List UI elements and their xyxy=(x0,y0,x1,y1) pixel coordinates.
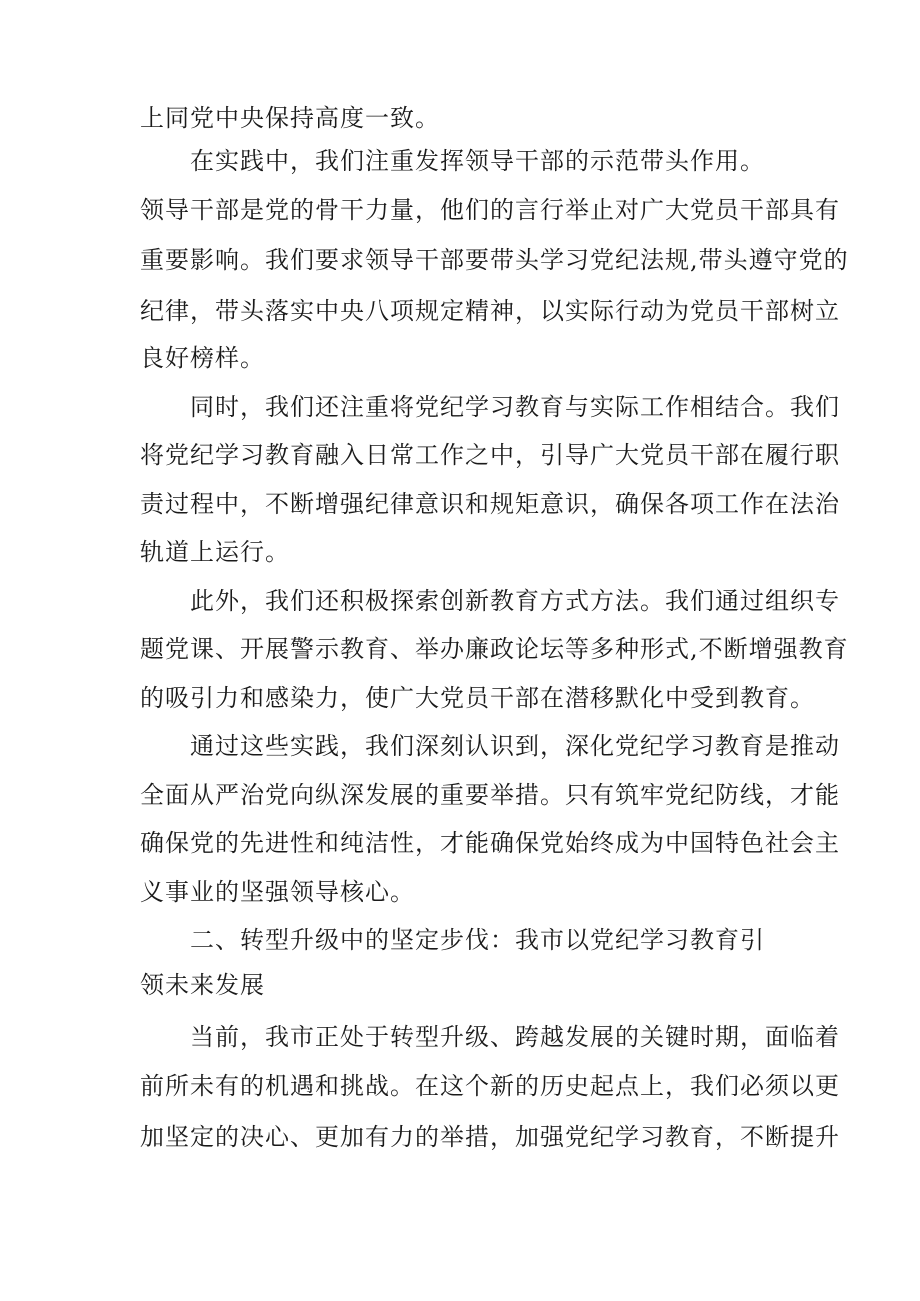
text-line: 将党纪学习教育融入日常工作之中，引导广大党员干部在履行职 xyxy=(140,441,840,469)
text-line: 确保党的先进性和纯洁性，才能确保党始终成为中国特色社会主 xyxy=(140,829,840,857)
text-line: 同时，我们还注重将党纪学习教育与实际工作相结合。我们 xyxy=(190,393,840,421)
text-line: 题党课、开展警示教育、举办廉政论坛等多种形式,不断增强教育 xyxy=(140,635,849,663)
text-line: 纪律，带头落实中央八项规定精神，以实际行动为党员干部树立 xyxy=(140,297,840,325)
text-line: 义事业的坚强领导核心。 xyxy=(140,878,415,906)
text-line: 的吸引力和感染力，使广大党员干部在潜移默化中受到教育。 xyxy=(140,684,815,712)
section-heading: 二、转型升级中的坚定步伐：我市以党纪学习教育引 xyxy=(190,926,765,954)
text-line: 上同党中央保持高度一致。 xyxy=(140,104,440,132)
text-line: 通过这些实践，我们深刻认识到，深化党纪学习教育是推动 xyxy=(190,732,840,760)
text-line: 重要影响。我们要求领导干部要带头学习党纪法规,带头遵守党的 xyxy=(140,246,849,274)
text-line: 当前，我市正处于转型升级、跨越发展的关键时期，面临着 xyxy=(190,1023,840,1051)
text-line: 良好榜样。 xyxy=(140,344,265,372)
text-line: 领导干部是党的骨干力量，他们的言行举止对广大党员干部具有 xyxy=(140,196,840,224)
text-line: 前所未有的机遇和挑战。在这个新的历史起点上，我们必须以更 xyxy=(140,1072,840,1100)
text-line: 全面从严治党向纵深发展的重要举措。只有筑牢党纪防线，才能 xyxy=(140,781,840,809)
text-line: 加坚定的决心、更加有力的举措，加强党纪学习教育，不断提升 xyxy=(140,1123,840,1151)
text-line: 此外，我们还积极探索创新教育方式方法。我们通过组织专 xyxy=(190,587,840,615)
section-heading: 领未来发展 xyxy=(140,971,265,999)
text-line: 轨道上运行。 xyxy=(140,538,290,566)
text-line: 在实践中，我们注重发挥领导干部的示范带头作用。 xyxy=(190,147,765,175)
text-line: 责过程中，不断增强纪律意识和规矩意识，确保各项工作在法治 xyxy=(140,490,840,518)
